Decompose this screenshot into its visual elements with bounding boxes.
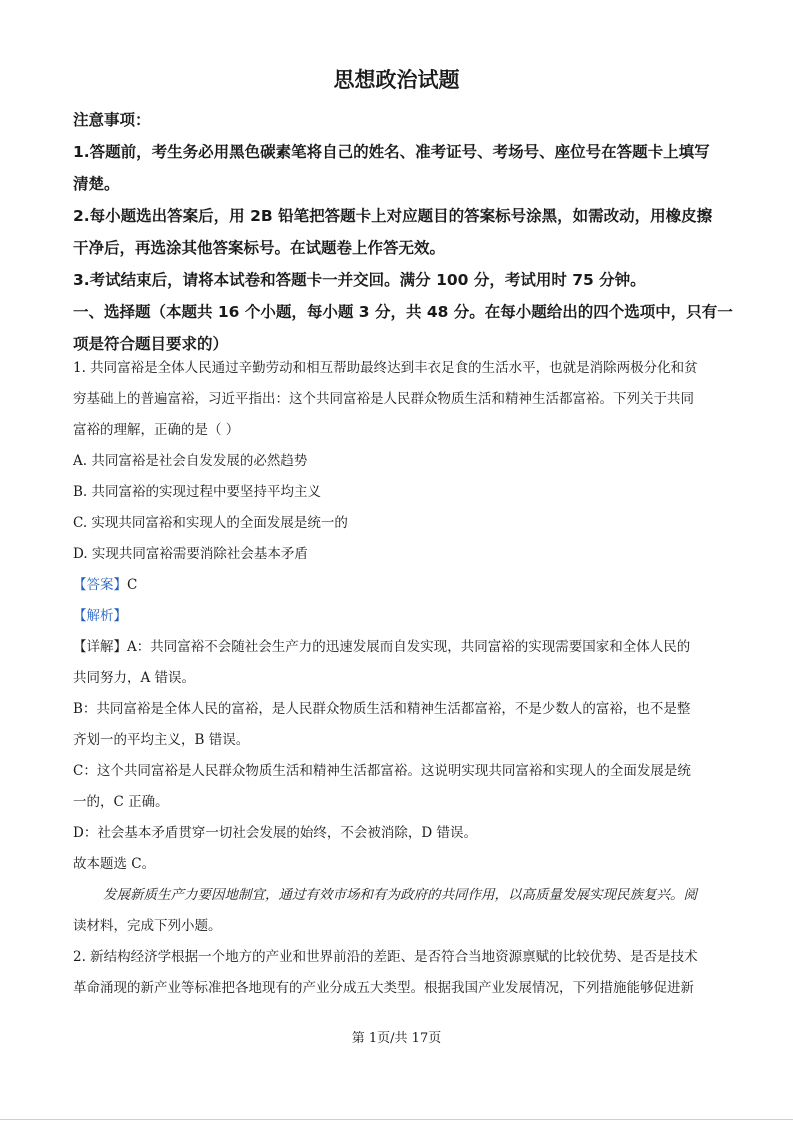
reading-passage-cont: 读材料，完成下列小题。 bbox=[73, 918, 222, 934]
notice-item-2: 2.每小题选出答案后，用 2B 铅笔把答题卡上对应题目的答案标号涂黑，如需改动，用橡皮擦 bbox=[73, 207, 713, 225]
notice-item-3: 3.考试结束后，请将本试卷和答题卡一并交回。满分 100 分，考试用时 75 分钟。 bbox=[73, 271, 646, 289]
notice-heading: 注意事项： bbox=[73, 111, 151, 129]
detail-d: D：社会基本矛盾贯穿一切社会发展的始终，不会被消除，D 错误。 bbox=[73, 825, 477, 841]
notice-item-1: 1.答题前，考生务必用黑色碳素笔将自己的姓名、准考证号、考场号、座位号在答题卡上填写 bbox=[73, 143, 710, 161]
detail-b: B：共同富裕是全体人民的富裕，是人民群众物质生活和精神生活都富裕，不是少数人的富裕，也不是整 bbox=[73, 701, 691, 717]
question-2-stem: 2. 新结构经济学根据一个地方的产业和世界前沿的差距、是否符合当地资源禀赋的比较优势、是否是技术 bbox=[73, 949, 698, 965]
answer-tag: 【答案】 bbox=[73, 577, 127, 593]
detail-c-cont: 一的，C 正确。 bbox=[73, 794, 169, 810]
option-d: D. 实现共同富裕需要消除社会基本矛盾 bbox=[73, 546, 308, 562]
reading-passage: 发展新质生产力要因地制宜，通过有效市场和有为政府的共同作用，以高质量发展实现民族复兴。阅 bbox=[103, 887, 697, 903]
bottom-divider bbox=[0, 1119, 793, 1120]
notice-item-1-cont: 清楚。 bbox=[73, 175, 120, 193]
option-c: C. 实现共同富裕和实现人的全面发展是统一的 bbox=[73, 515, 348, 531]
detail-c: C：这个共同富裕是人民群众物质生活和精神生活都富裕。这说明实现共同富裕和实现人的全面发展是统 bbox=[73, 763, 691, 779]
question-1 bbox=[73, 353, 733, 1004]
question-stem-cont: 富裕的理解，正确的是（ ） bbox=[73, 422, 240, 438]
page-footer: 第 1页/共 17页 bbox=[351, 1031, 442, 1046]
answer-line bbox=[73, 570, 733, 601]
option-a: A. 共同富裕是社会自发发展的必然趋势 bbox=[73, 453, 308, 469]
notice-item-2-cont: 干净后，再选涂其他答案标号。在试题卷上作答无效。 bbox=[73, 239, 446, 257]
page-title: 思想政治试题 bbox=[333, 68, 460, 92]
question-2-stem-cont: 革命涌现的新产业等标准把各地现有的产业分成五大类型。根据我国产业发展情况，下列措施能够促进新 bbox=[73, 980, 694, 996]
answer-value: C bbox=[127, 577, 138, 593]
detail-a-cont: 共同努力，A 错误。 bbox=[73, 670, 196, 686]
section-heading: 一、选择题（本题共 16 个小题，每小题 3 分，共 48 分。在每小题给出的四个选项中，只有一 bbox=[73, 303, 733, 321]
analysis-tag: 【解析】 bbox=[73, 608, 127, 624]
detail-a: 【详解】A：共同富裕不会随社会生产力的迅速发展而自发实现，共同富裕的实现需要国家和全体人民的 bbox=[73, 639, 691, 655]
question-stem: 1. 共同富裕是全体人民通过辛勤劳动和相互帮助最终达到丰衣足食的生活水平，也就是消除两极分化和贫 bbox=[73, 360, 698, 376]
detail-b-cont: 齐划一的平均主义，B 错误。 bbox=[73, 732, 250, 748]
question-stem-cont: 穷基础上的普遍富裕，习近平指出：这个共同富裕是人民群众物质生活和精神生活都富裕。下列关于共同 bbox=[73, 391, 694, 407]
section-heading-cont: 项是符合题目要求的） bbox=[73, 335, 229, 353]
conclusion: 故本题选 C。 bbox=[73, 856, 156, 872]
notice-section bbox=[73, 104, 733, 360]
option-b: B. 共同富裕的实现过程中要坚持平均主义 bbox=[73, 484, 322, 500]
